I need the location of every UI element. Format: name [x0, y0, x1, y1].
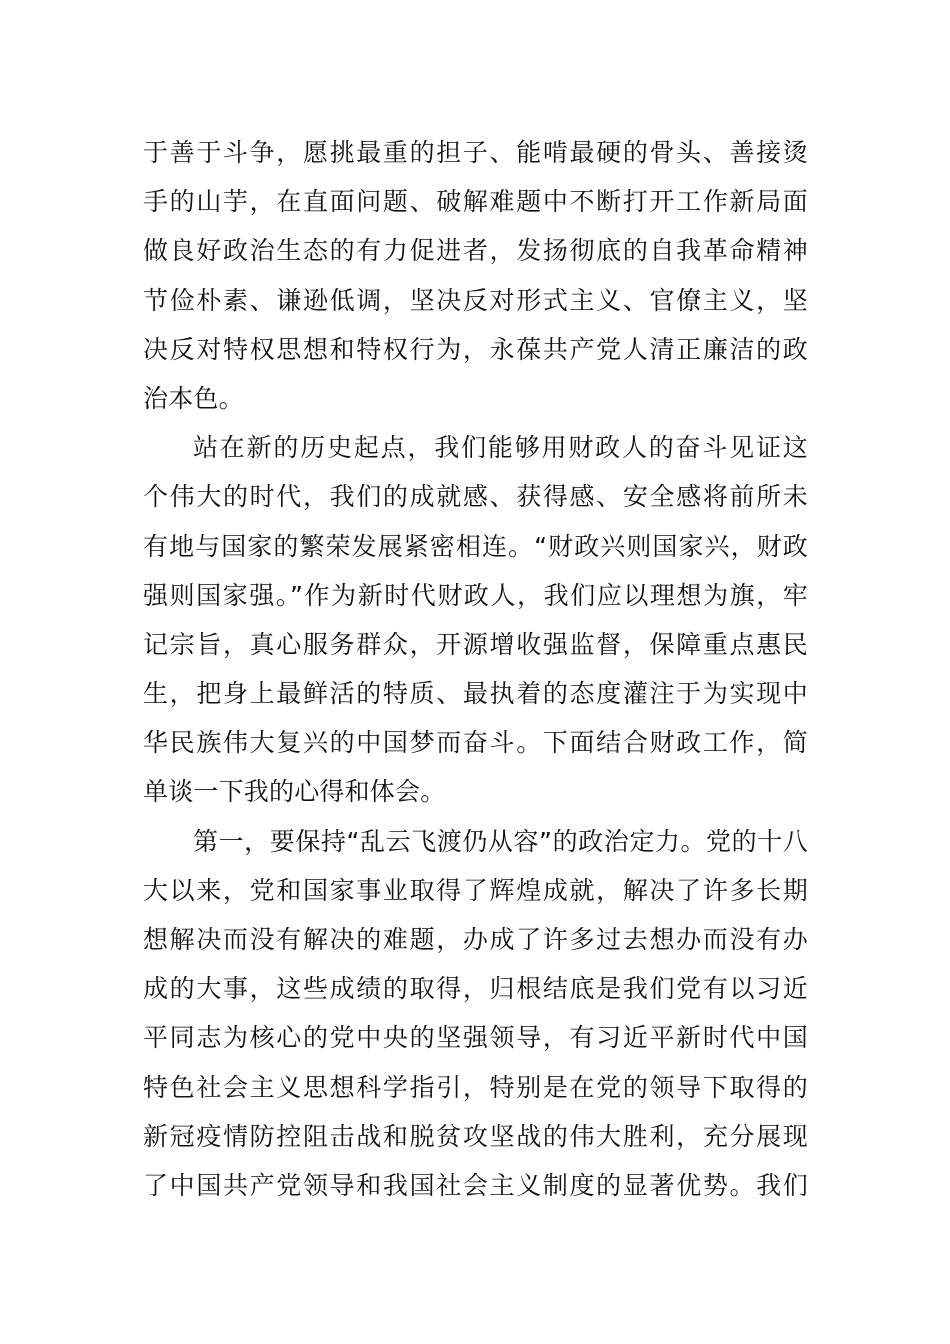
- text-line: 想解决而没有解决的难题，办成了许多过去想办而没有办: [143, 925, 808, 954]
- text-line: 站在新的历史起点，我们能够用财政人的奋斗见证这: [193, 433, 808, 463]
- text-line: 大以来，党和国家事业取得了辉煌成就，解决了许多长期: [143, 875, 808, 905]
- text-line: 手的山芋，在直面问题、破解难题中不断打开工作新局面: [143, 187, 808, 217]
- text-line: 成的大事，这些成绩的取得，归根结底是我们党有以习近: [143, 974, 808, 1004]
- text-line: 治本色。: [143, 383, 244, 413]
- text-line: 单谈一下我的心得和体会。: [143, 777, 446, 807]
- body-text: [143, 128, 808, 1210]
- text-line: 了中国共产党领导和我国社会主义制度的显著优势。我们: [143, 1170, 808, 1200]
- text-line: 特色社会主义思想科学指引，特别是在党的领导下取得的: [143, 1072, 808, 1102]
- text-line: 有地与国家的繁荣发展紧密相连。“财政兴则国家兴，财政: [143, 531, 808, 561]
- text-line: 决反对特权思想和特权行为，永葆共产党人清正廉洁的政: [143, 334, 808, 364]
- text-line: 新冠疫情防控阻击战和脱贫攻坚战的伟大胜利，充分展现: [143, 1121, 808, 1151]
- text-line: 平同志为核心的党中央的坚强领导，有习近平新时代中国: [143, 1023, 808, 1053]
- text-line: 节俭朴素、谦逊低调，坚决反对形式主义、官僚主义，坚: [143, 285, 808, 315]
- text-line: 强则国家强。”作为新时代财政人，我们应以理想为旗，牢: [143, 580, 808, 610]
- text-line: 生，把身上最鲜活的特质、最执着的态度灌注于为实现中: [143, 679, 808, 709]
- paragraph-2: [143, 423, 808, 817]
- text-line: 华民族伟大复兴的中国梦而奋斗。下面结合财政工作，简: [143, 728, 808, 758]
- paragraph-3: [143, 817, 808, 1211]
- text-line: 于善于斗争，愿挑最重的担子、能啃最硬的骨头、善接烫: [143, 138, 808, 167]
- text-line: 记宗旨，真心服务群众，开源增收强监督，保障重点惠民: [143, 629, 808, 659]
- text-line: 个伟大的时代，我们的成就感、获得感、安全感将前所未: [143, 482, 808, 512]
- paragraph-1: [143, 128, 808, 423]
- text-line: 第一，要保持“乱云飞渡仍从容”的政治定力。党的十八: [193, 826, 808, 856]
- text-line: 做良好政治生态的有力促进者，发扬彻底的自我革命精神: [143, 236, 808, 266]
